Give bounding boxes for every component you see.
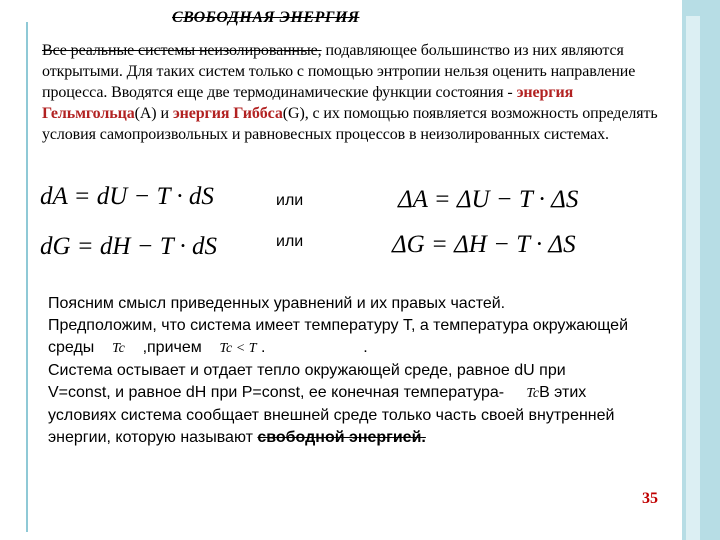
explanation-line-6: условиях система сообщает внешней среде только часть своей внутренней <box>48 407 615 424</box>
intro-text-1: подавляющее большинство из них являются открытыми. Для таких систем только с помощью энтропии нельзя оценить направление процесса. Вводятся еще две термодинамические функции состояния - <box>42 42 636 101</box>
explanation-line-1: Поясним смысл приведенных уравнений и их правых частей. <box>48 295 506 312</box>
or-label-1: или <box>276 192 304 209</box>
math-Tc: Tc <box>112 341 125 356</box>
helmholtz-energy: энергия Гельмгольца <box>42 84 574 122</box>
explanation-line-3 <box>48 337 678 360</box>
explanation-line-7 <box>48 427 678 449</box>
intro-and: и <box>156 105 173 122</box>
or-label-2: или <box>276 233 304 250</box>
formula-dA: dA = dU − T · dS <box>40 183 214 210</box>
explanation-paragraph <box>48 293 678 449</box>
page-number: 35 <box>642 490 658 507</box>
gibbs-symbol: (G) <box>282 105 305 122</box>
sidebar-inner-strip <box>686 16 700 540</box>
dot-1: . <box>260 339 266 356</box>
formula-delta-A: ΔA = ΔU − T · ΔS <box>398 186 579 213</box>
intro-struck-text: Все реальные системы неизолированные, <box>42 42 322 59</box>
formula-delta-G: ΔG = ΔH − T · ΔS <box>392 231 576 258</box>
text-energy-called: энергии, которую называют <box>48 429 258 446</box>
text-environment: среды <box>48 339 95 356</box>
explanation-line-4: Система остывает и отдает тепло окружающей среде, равное dU при <box>48 362 566 379</box>
formula-dG: dG = dH − T · dS <box>40 233 218 260</box>
intro-text-2: , с их помощью появляется возможность определять условия самопроизвольных и равновесных процессов в неизолированных системах. <box>42 105 658 143</box>
gibbs-energy: энергия Гиббса <box>172 105 283 122</box>
dot-2: . <box>363 339 368 356</box>
explanation-line-2: Предположим, что система имеет температуру Т, а температура окружающей <box>48 317 629 334</box>
text-in-these: В этих <box>539 384 587 401</box>
math-Tc-final: Tc <box>526 386 540 401</box>
free-energy-term: свободной энергией. <box>257 429 426 446</box>
text-whereas: ,причем <box>142 339 202 356</box>
explanation-line-5 <box>48 382 678 405</box>
helmholtz-symbol: (А) <box>134 105 157 122</box>
math-Tc-lt-T: Tc < T <box>219 341 257 356</box>
intro-paragraph <box>42 40 682 145</box>
slide-title: СВОБОДНАЯ ЭНЕРГИЯ <box>172 9 360 26</box>
text-final-temp: V=const, и равное dH при P=const, ее конечная температура- <box>48 384 505 401</box>
